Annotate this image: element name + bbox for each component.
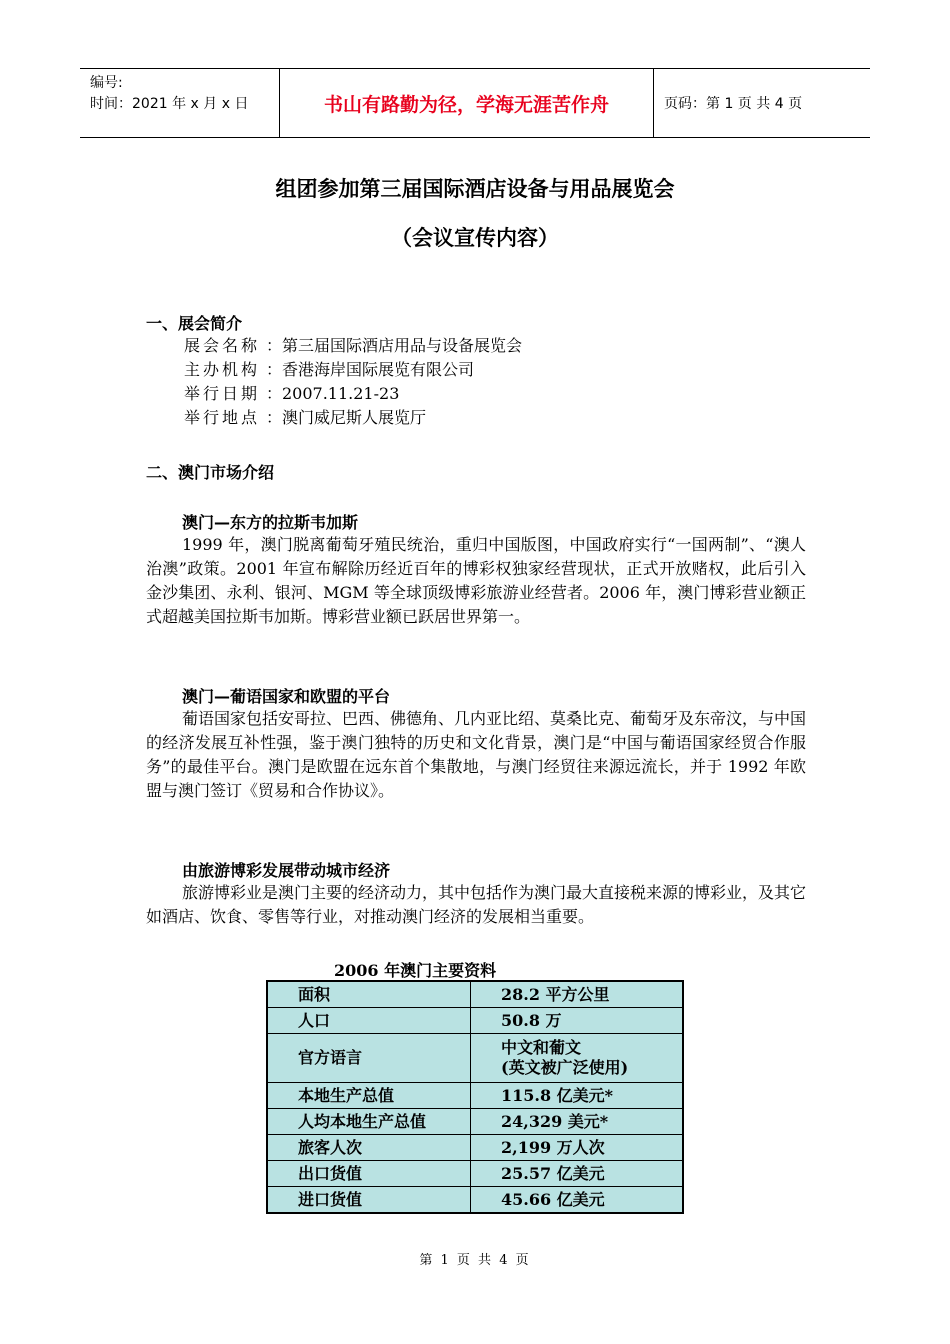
- subheading-portuguese-eu-platform: 澳门—葡语国家和欧盟的平台: [182, 687, 391, 706]
- table-caption: 2006 年澳门主要资料: [334, 961, 497, 980]
- table-value-cell: 25.57 亿美元: [471, 1161, 684, 1187]
- table-row: [267, 1034, 683, 1083]
- table-value-cell: 24,329 美元*: [471, 1109, 684, 1135]
- table-key-cell: 旅客人次: [267, 1135, 471, 1161]
- section-heading-macau-market: 二、澳门市场介绍: [146, 463, 275, 482]
- table-value-cell: 45.66 亿美元: [471, 1187, 684, 1214]
- macau-facts-table: [266, 980, 684, 1214]
- table-row: [267, 1083, 683, 1109]
- table-value-line: (英文被广泛使用): [501, 1058, 629, 1077]
- table-key-cell: 进口货值: [267, 1187, 471, 1214]
- document-time-label: 时间：2021 年 x 月 x 日: [90, 96, 249, 112]
- expo-info-label: 举行地点: [184, 408, 261, 427]
- header-motto: 书山有路勤为径，学海无涯苦作舟: [280, 69, 654, 137]
- subheading-las-vegas-of-east: 澳门—东方的拉斯韦加斯: [182, 513, 359, 532]
- paragraph-las-vegas-of-east: 1999 年，澳门脱离葡萄牙殖民统治，重归中国版图，中国政府实行“一国两制”、“澳人治澳”政策。2001 年宣布解除历经近百年的博彩权独家经营现状，正式开放赌权，此后引入金沙集团、永利、银河、MGM 等全球顶级博彩旅游业经营者。2006 年，澳门博彩营业额正式超越美国拉斯韦加斯。博彩营业额已跃居世界第一。: [146, 535, 806, 626]
- table-row: [267, 1109, 683, 1135]
- expo-info-label: 举行日期: [184, 384, 261, 403]
- table-key-cell: 人口: [267, 1008, 471, 1034]
- table-key-cell: 官方语言: [267, 1034, 471, 1083]
- header-page-info: 页码：第 1 页 共 4 页: [664, 96, 803, 112]
- document-subtitle: （会议宣传内容）: [391, 226, 559, 250]
- expo-info-row: [184, 358, 522, 382]
- table-value-line: 中文和葡文: [501, 1038, 582, 1057]
- expo-info-value: ：澳门威尼斯人展览厅: [266, 408, 427, 427]
- expo-info-label: 展会名称: [184, 336, 261, 355]
- table-row: [267, 1008, 683, 1034]
- table-value-cell: 50.8 万: [471, 1008, 684, 1034]
- table-key-cell: 出口货值: [267, 1161, 471, 1187]
- table-key-cell: 人均本地生产总值: [267, 1109, 471, 1135]
- expo-info-value: ：香港海岸国际展览有限公司: [266, 360, 475, 379]
- page-header: [80, 68, 870, 138]
- table-value-cell: [471, 1034, 684, 1083]
- expo-info-row: [184, 382, 522, 406]
- expo-info-value: ：2007.11.21-23: [266, 384, 400, 403]
- paragraph-portuguese-eu-platform: 葡语国家包括安哥拉、巴西、佛德角、几内亚比绍、莫桑比克、葡萄牙及东帝汶，与中国的经济发展互补性强，鉴于澳门独特的历史和文化背景，澳门是“中国与葡语国家经贸合作服务”的最佳平台。澳门是欧盟在远东首个集散地，与澳门经贸往来源远流长，并于 1992 年欧盟与澳门签订《贸易和合作协议》。: [146, 709, 807, 800]
- table-key-cell: 本地生产总值: [267, 1083, 471, 1109]
- table-value-cell: 28.2 平方公里: [471, 981, 684, 1008]
- table-key-cell: 面积: [267, 981, 471, 1008]
- table-row: [267, 1161, 683, 1187]
- table-value-cell: 2,199 万人次: [471, 1135, 684, 1161]
- subheading-tourism-gaming-economy: 由旅游博彩发展带动城市经济: [182, 861, 391, 880]
- expo-info-value: ：第三届国际酒店用品与设备展览会: [266, 336, 523, 355]
- table-row: [267, 1187, 683, 1214]
- expo-info-row: [184, 334, 522, 358]
- section-heading-expo-intro: 一、展会简介: [146, 314, 243, 333]
- expo-info-row: [184, 406, 522, 430]
- document-number-label: 编号:: [90, 75, 123, 91]
- paragraph-tourism-gaming-economy: 旅游博彩业是澳门主要的经济动力，其中包括作为澳门最大直接税来源的博彩业，及其它如酒店、饮食、零售等行业，对推动澳门经济的发展相当重要。: [146, 883, 807, 926]
- expo-info-label: 主办机构: [184, 360, 261, 379]
- table-row: [267, 1135, 683, 1161]
- table-row: [267, 981, 683, 1008]
- document-title: 组团参加第三届国际酒店设备与用品展览会: [275, 177, 675, 201]
- table-value-cell: 115.8 亿美元*: [471, 1083, 684, 1109]
- expo-info-list: [184, 334, 522, 430]
- header-meta: [80, 69, 280, 137]
- page-footer: 第 1 页 共 4 页: [419, 1253, 531, 1268]
